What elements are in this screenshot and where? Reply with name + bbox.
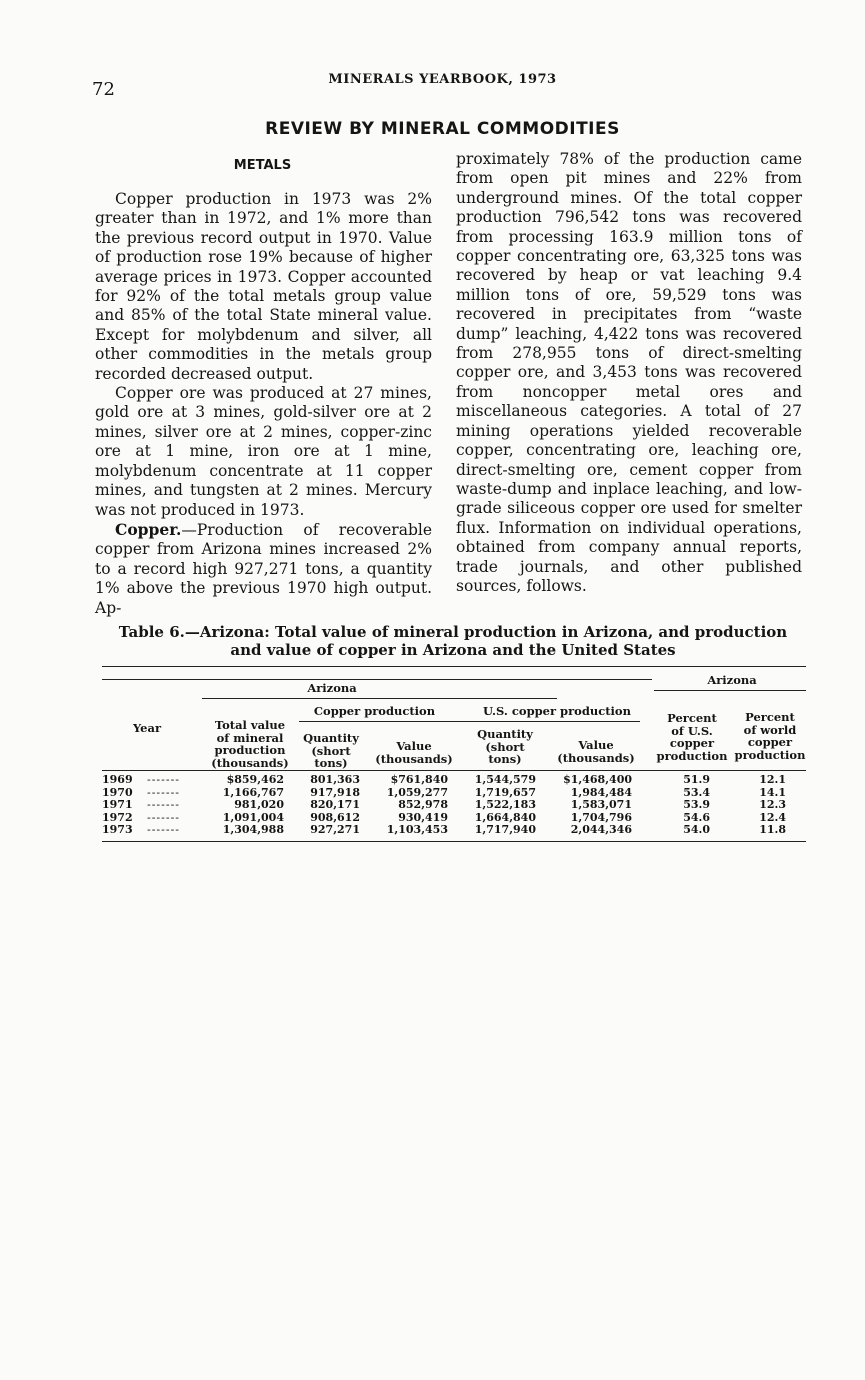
- cell-us-value: $1,468,400: [563, 773, 632, 786]
- leader-dots: -------: [147, 823, 181, 837]
- table-top-rule: [102, 666, 806, 667]
- header-us-value: Value (thousands): [557, 738, 635, 765]
- cell-pct-us: 54.0: [683, 823, 710, 837]
- cell-us-quantity: 1,719,657: [474, 785, 536, 799]
- cell-year: 1969: [102, 773, 133, 786]
- cell-pct-world: 11.8: [759, 823, 786, 837]
- header-bottom-rule: [102, 770, 806, 771]
- header-arizona-right: Arizona: [707, 673, 757, 687]
- cell-az-value: 1,059,277: [386, 785, 448, 799]
- cell-total-value: $859,462: [226, 773, 284, 786]
- cell-pct-world: 12.3: [759, 798, 786, 812]
- header-us-quantity: Quantity (short tons): [477, 727, 533, 766]
- cell-total-value: 1,304,988: [222, 823, 284, 837]
- cell-pct-us: 53.9: [683, 798, 710, 812]
- cell-pct-world: 14.1: [759, 785, 786, 799]
- leader-dots: -------: [147, 785, 181, 799]
- cell-us-value: 1,704,796: [570, 810, 632, 824]
- cell-total-value: 1,166,767: [222, 785, 284, 799]
- cell-us-quantity: 1,522,183: [474, 798, 536, 812]
- arizona2-group-rule: [654, 690, 806, 691]
- run-in-heading: Copper.: [115, 519, 182, 539]
- cell-az-quantity: 801,363: [310, 773, 360, 786]
- cell-us-value: 1,984,484: [570, 785, 632, 799]
- cell-pct-us: 54.6: [683, 810, 710, 824]
- left-text-column: [95, 190, 432, 618]
- leader-dots: -------: [147, 773, 181, 786]
- cell-az-quantity: 820,171: [310, 798, 360, 812]
- cell-az-value: 852,978: [398, 798, 448, 812]
- header-az-value: Value (thousands): [375, 739, 453, 766]
- running-head: MINERALS YEARBOOK, 1973: [328, 72, 557, 87]
- arizona-group-rule: [202, 698, 557, 699]
- table-caption: [103, 623, 803, 659]
- paragraph-copper: [95, 520, 432, 618]
- header-pct-world: Percent of world copper production: [734, 710, 806, 762]
- leader-dots: -------: [147, 798, 181, 812]
- subhead-metals: METALS: [233, 158, 292, 173]
- cell-total-value: 981,020: [234, 798, 284, 812]
- cell-year: 1973: [102, 823, 133, 837]
- cell-az-quantity: 917,918: [310, 785, 360, 799]
- paragraph-copper-text: —Production of recoverable copper from Arizona mines increased 2% to a record high 927,271 tons, a quantity 1% above the previous 1970 high output. Ap-: [95, 520, 432, 617]
- header-pct-us: Percent of U.S. copper production: [656, 711, 728, 763]
- header-us-copper: U.S. copper production: [483, 704, 631, 718]
- paragraph-continued: proximately 78% of the production came from open pit mines and 22% from underground mines. Of the total copper production 796,542 tons was recovered from processing 163.9 million tons of copper concentrating ore, 63,325 tons was recovered by heap or vat leaching 9.4 million tons of ore, 59,529 tons was recovered in precipitates from “waste dump” leaching, 4,422 tons was recovered from 278,955 tons of direct-smelting copper ore, and 3,453 tons was recovered from noncopper metal ores and miscellaneous categories. A total of 27 mining operations yielded recoverable copper, concentrating ore, leaching ore, direct-smelting ore, cement copper from waste-dump and inplace leaching, and low-grade siliceous copper ore used for smelter flux. Information on individual operations, obtained from company annual reports, trade journals, and other published sources, follows.: [456, 150, 802, 595]
- cell-us-quantity: 1,664,840: [474, 810, 536, 824]
- cell-az-value: $761,840: [390, 773, 448, 786]
- header-copper-production: Copper production: [313, 704, 436, 718]
- cell-year: 1972: [102, 810, 133, 824]
- cell-pct-us: 51.9: [683, 773, 710, 786]
- cell-az-value: 1,103,453: [386, 823, 448, 837]
- paragraph-copper-production: Copper production in 1973 was 2% greater than in 1972, and 1% more than the previous record output in 1970. Value of production rose 19% because of higher average prices in 1973. Copper accounted for 92% of the total metals group value and 85% of the total State mineral value. Except for molybdenum and silver, all other commodities in the metals group recorded decreased output.: [95, 190, 432, 383]
- table-bottom-rule: [102, 841, 806, 842]
- cell-year: 1970: [102, 785, 133, 799]
- section-title: REVIEW BY MINERAL COMMODITIES: [265, 119, 620, 139]
- header-az-quantity: Quantity (short tons): [303, 731, 359, 770]
- cell-us-quantity: 1,544,579: [474, 773, 536, 786]
- cell-us-value: 2,044,346: [570, 823, 632, 837]
- caption-line-2: and value of copper in Arizona and the United States: [230, 641, 676, 659]
- right-text-column: [456, 150, 802, 596]
- cell-us-value: 1,583,071: [570, 798, 632, 812]
- cell-az-quantity: 927,271: [310, 823, 360, 837]
- cell-pct-us: 53.4: [683, 785, 710, 799]
- cell-total-value: 1,091,004: [222, 810, 284, 824]
- header-arizona: Arizona: [307, 681, 357, 695]
- cell-az-value: 930,419: [398, 810, 448, 824]
- table-rule-2: [102, 679, 652, 680]
- cell-pct-world: 12.1: [759, 773, 786, 786]
- cell-us-quantity: 1,717,940: [474, 823, 536, 837]
- cell-pct-world: 12.4: [759, 810, 786, 824]
- caption-line-1: Table 6.—Arizona: Total value of mineral production in Arizona, and production: [118, 623, 788, 641]
- cell-az-quantity: 908,612: [310, 810, 360, 824]
- header-year: Year: [132, 721, 162, 735]
- leader-dots: -------: [147, 810, 181, 824]
- page-number: 72: [92, 79, 115, 100]
- us-group-rule: [472, 721, 640, 722]
- header-total-value: Total value of mineral production (thousands): [211, 718, 289, 770]
- paragraph-mines: Copper ore was produced at 27 mines, gold ore at 3 mines, gold-silver ore at 2 mines, silver ore at 2 mines, copper-zinc ore at 1 mine, iron ore at 1 mine, molybdenum concentrate at 11 copper mines, and tungsten at 2 mines. Mercury was not produced in 1973.: [95, 384, 432, 519]
- cell-year: 1971: [102, 798, 133, 812]
